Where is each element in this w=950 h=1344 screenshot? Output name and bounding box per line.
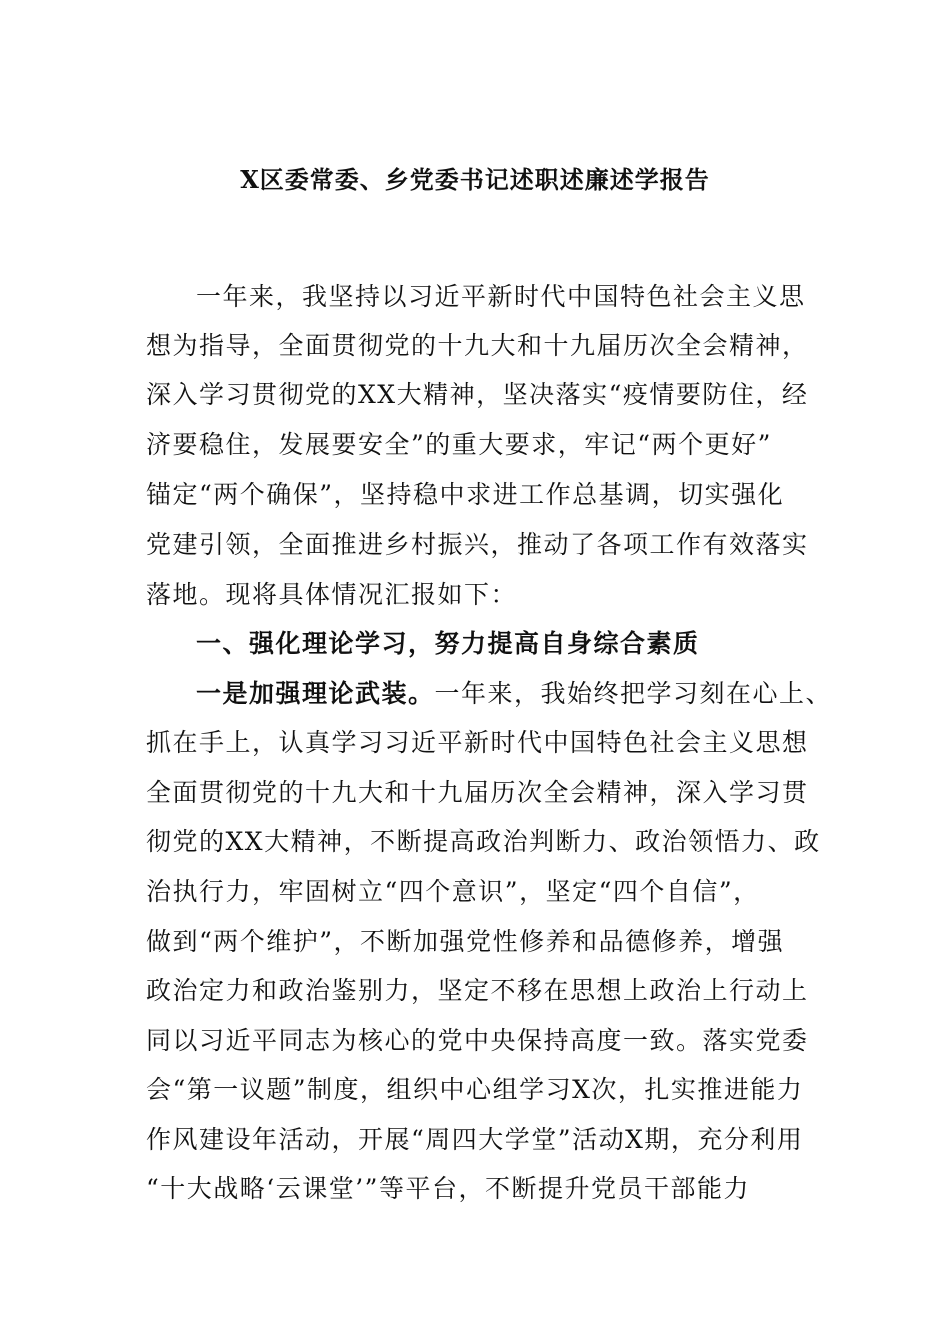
paragraph-line: 做到“两个维护”，不断加强党性修养和品德修养，增强 (146, 927, 785, 956)
paragraph-line: 治执行力，牢固树立“四个意识”，坚定“四个自信”， (146, 877, 760, 906)
paragraph-line: 会“第一议题”制度，组织中心组学习X次，扎实推进能力 (146, 1075, 804, 1104)
document-title: X区委常委、乡党委书记述职述廉述学报告 (240, 165, 710, 194)
paragraph-first-line-rest: 一年来，我始终把学习刻在心上、 (434, 679, 833, 708)
paragraph-line: 同以习近平同志为核心的党中央保持高度一致。落实党委 (146, 1026, 809, 1055)
paragraph-line: 彻党的XX大精神，不断提高政治判断力、政治领悟力、政 (146, 827, 821, 856)
intro-line: 落地。现将具体情况汇报如下： (146, 580, 518, 609)
intro-line: 想为指导，全面贯彻党的十九大和十九届历次全会精神， (146, 331, 809, 360)
paragraph-line: 抓在手上，认真学习习近平新时代中国特色社会主义思想 (146, 728, 809, 757)
paragraph-line: “十大战略‘云课堂’”等平台，不断提升党员干部能力 (146, 1174, 750, 1203)
paragraph-first-line (196, 669, 832, 719)
paragraph-line: 作风建设年活动，开展“周四大学堂”活动X期，充分利用 (146, 1125, 804, 1154)
intro-line: 党建引领，全面推进乡村振兴，推动了各项工作有效落实 (146, 530, 809, 559)
intro-line: 一年来，我坚持以习近平新时代中国特色社会主义思 (196, 282, 806, 311)
paragraph-lead: 一是加强理论武装。 (196, 679, 435, 708)
intro-line: 锚定“两个确保”，坚持稳中求进工作总基调，切实强化 (146, 480, 785, 509)
paragraph-line: 全面贯彻党的十九大和十九届历次全会精神，深入学习贯 (146, 778, 809, 807)
paragraph-line: 政治定力和政治鉴别力，坚定不移在思想上政治上行动上 (146, 976, 809, 1005)
intro-line: 深入学习贯彻党的XX大精神，坚决落实“疫情要防住，经 (146, 380, 809, 409)
intro-line: 济要稳住，发展要安全”的重大要求，牢记“两个更好” (146, 430, 772, 459)
section-heading: 一、强化理论学习，努力提高自身综合素质 (196, 629, 700, 658)
